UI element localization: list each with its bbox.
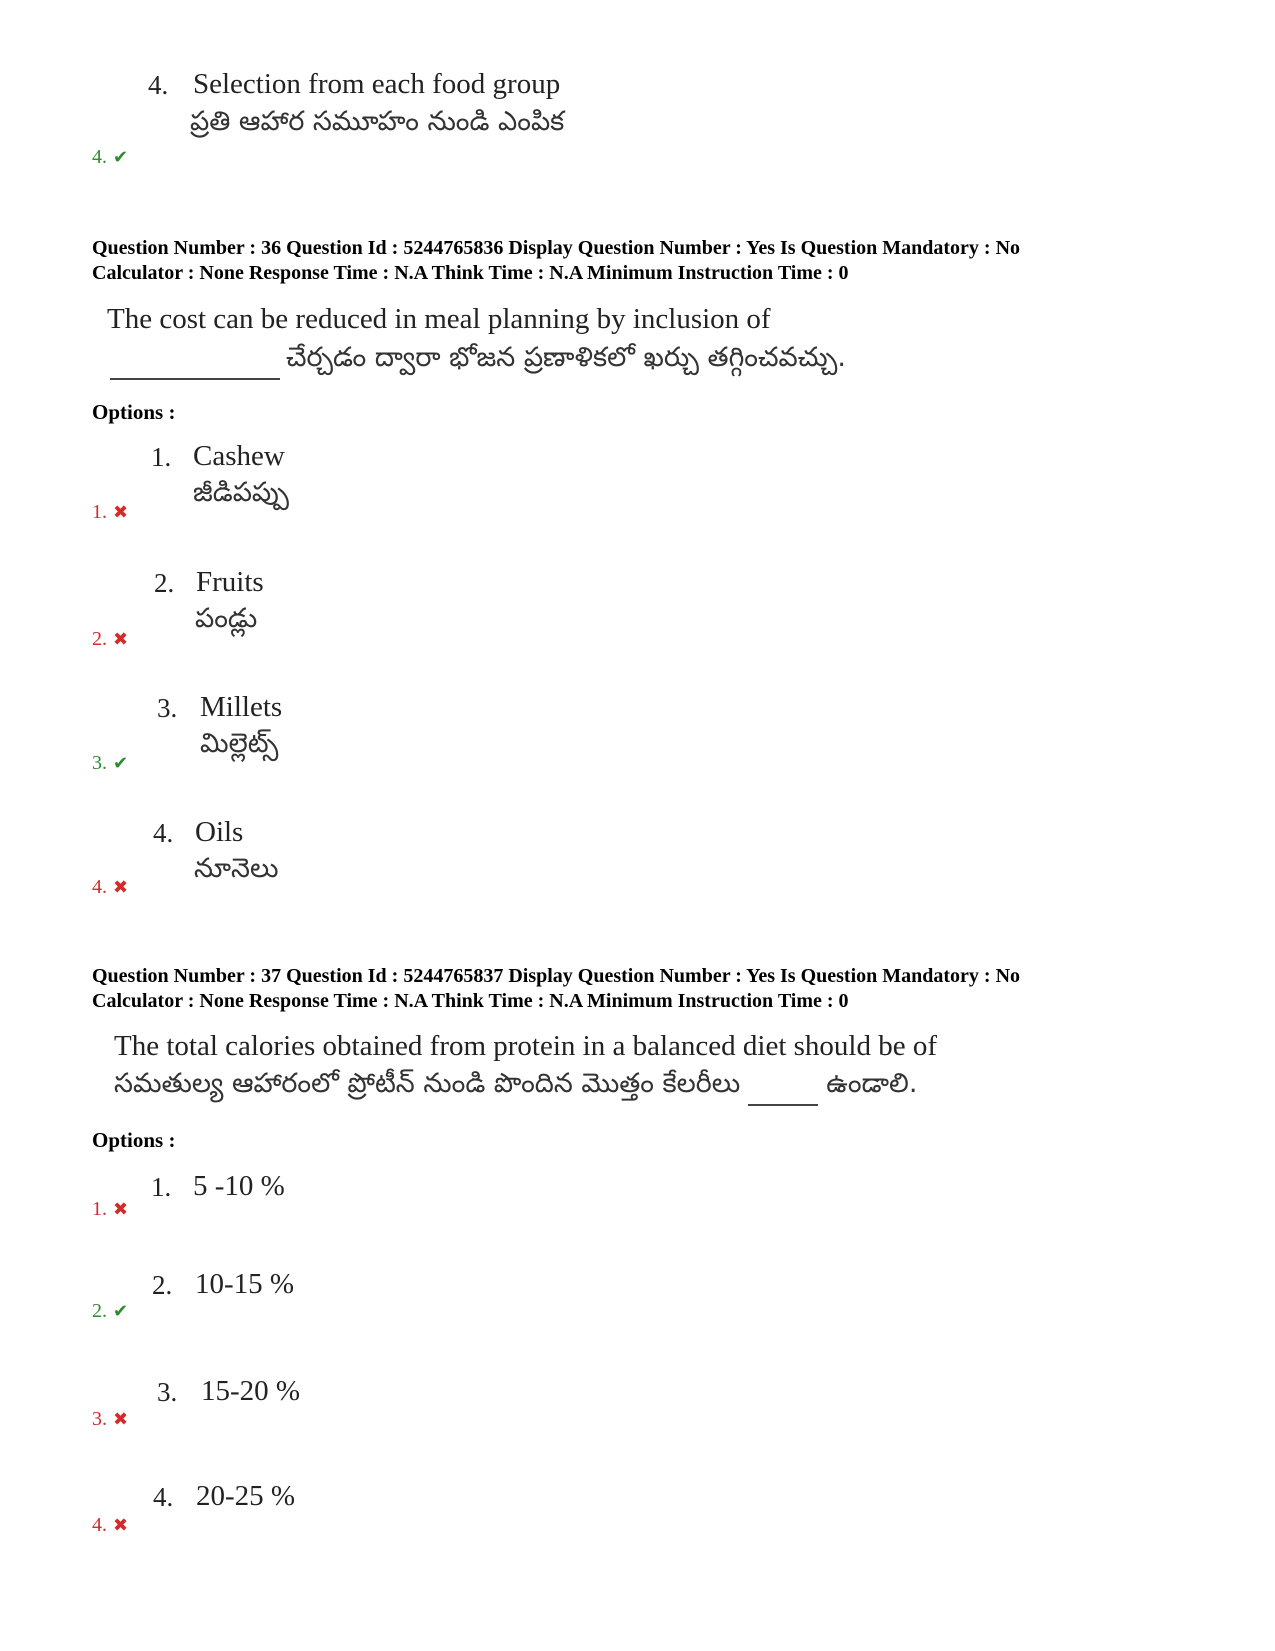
- option-number: 2.: [154, 568, 175, 598]
- option-marker: [92, 876, 128, 899]
- question-36-text-te: [110, 342, 846, 380]
- question-37-options-label: Options :: [92, 1128, 176, 1152]
- option-marker: [92, 146, 128, 169]
- option-text-te: ప్రతి ఆహార సమూహం నుండి ఎంపిక: [190, 106, 565, 137]
- option-text-en: Selection from each food group: [193, 68, 561, 100]
- option-text-te: జీడిపప్పు: [193, 477, 289, 508]
- question-37-text-en: The total calories obtained from protein in a balanced diet should be of: [114, 1030, 938, 1062]
- option-marker-number: 1.: [92, 501, 107, 523]
- option-marker: [92, 628, 128, 651]
- option-text-en: Cashew: [193, 440, 285, 472]
- option-marker-number: 2.: [92, 1300, 107, 1322]
- option-marker: [92, 752, 128, 775]
- question-36-meta-line-1: Question Number : 36 Question Id : 5244765836 Display Question Number : Yes Is Question Mandatory : No: [92, 237, 1021, 259]
- question-36-options-label: Options :: [92, 400, 176, 424]
- question-36-text-te-content: చేర్చడం ద్వారా భోజన ప్రణాళికలో ఖర్చు తగ్గించవచ్చు.: [286, 342, 846, 373]
- question-37-meta-line-1: Question Number : 37 Question Id : 5244765837 Display Question Number : Yes Is Question Mandatory : No: [92, 965, 1021, 987]
- question-37-text-te-part-b: ఉండాలి.: [826, 1068, 918, 1099]
- option-text-te: పండ్లు: [195, 603, 258, 634]
- check-icon: ✔: [113, 147, 129, 168]
- option-text-te: నూనెలు: [194, 853, 279, 884]
- option-marker-number: 2.: [92, 628, 107, 650]
- option-text-en: 5 -10 %: [193, 1170, 285, 1202]
- option-number: 3.: [157, 693, 178, 723]
- answer-blank: [748, 1078, 818, 1106]
- option-number: 4.: [148, 70, 169, 100]
- check-icon: ✔: [113, 753, 129, 774]
- check-icon: ✔: [113, 1301, 129, 1322]
- option-text-en: Oils: [195, 816, 244, 848]
- option-marker: [92, 1514, 128, 1537]
- option-marker-number: 3.: [92, 1408, 107, 1430]
- cross-icon: ✖: [113, 1515, 129, 1536]
- option-number: 2.: [152, 1270, 173, 1300]
- option-marker: [92, 1408, 128, 1431]
- cross-icon: ✖: [113, 502, 129, 523]
- option-marker: [92, 1300, 128, 1323]
- option-number: 3.: [157, 1377, 178, 1407]
- cross-icon: ✖: [113, 1409, 129, 1430]
- option-text-en: 20-25 %: [196, 1480, 296, 1512]
- option-number: 1.: [151, 442, 172, 472]
- question-37-text-te: [114, 1068, 917, 1106]
- question-36-text-en: The cost can be reduced in meal planning by inclusion of: [107, 303, 771, 335]
- option-text-en: Fruits: [196, 566, 264, 598]
- option-marker: [92, 501, 128, 524]
- question-37-text-te-part-a: సమతుల్య ఆహారంలో ప్రోటీన్ నుండి పొందిన మొత్తం కేలరీలు: [114, 1068, 741, 1099]
- option-marker-number: 4.: [92, 876, 107, 898]
- question-36-meta-line-2: Calculator : None Response Time : N.A Think Time : N.A Minimum Instruction Time : 0: [92, 262, 849, 284]
- option-number: 1.: [151, 1172, 172, 1202]
- option-text-en: 10-15 %: [195, 1268, 295, 1300]
- cross-icon: ✖: [113, 1199, 129, 1220]
- question-37-meta-line-2: Calculator : None Response Time : N.A Think Time : N.A Minimum Instruction Time : 0: [92, 990, 849, 1012]
- option-text-en: 15-20 %: [201, 1375, 301, 1407]
- option-marker: [92, 1198, 128, 1221]
- answer-blank: [110, 352, 280, 380]
- option-number: 4.: [153, 818, 174, 848]
- option-marker-number: 4.: [92, 1514, 107, 1536]
- cross-icon: ✖: [113, 877, 129, 898]
- option-text-en: Millets: [200, 691, 283, 723]
- option-marker-number: 1.: [92, 1198, 107, 1220]
- option-marker-number: 3.: [92, 752, 107, 774]
- cross-icon: ✖: [113, 629, 129, 650]
- option-text-te: మిల్లెట్స్: [200, 728, 279, 759]
- option-number: 4.: [153, 1482, 174, 1512]
- option-marker-number: 4.: [92, 146, 107, 168]
